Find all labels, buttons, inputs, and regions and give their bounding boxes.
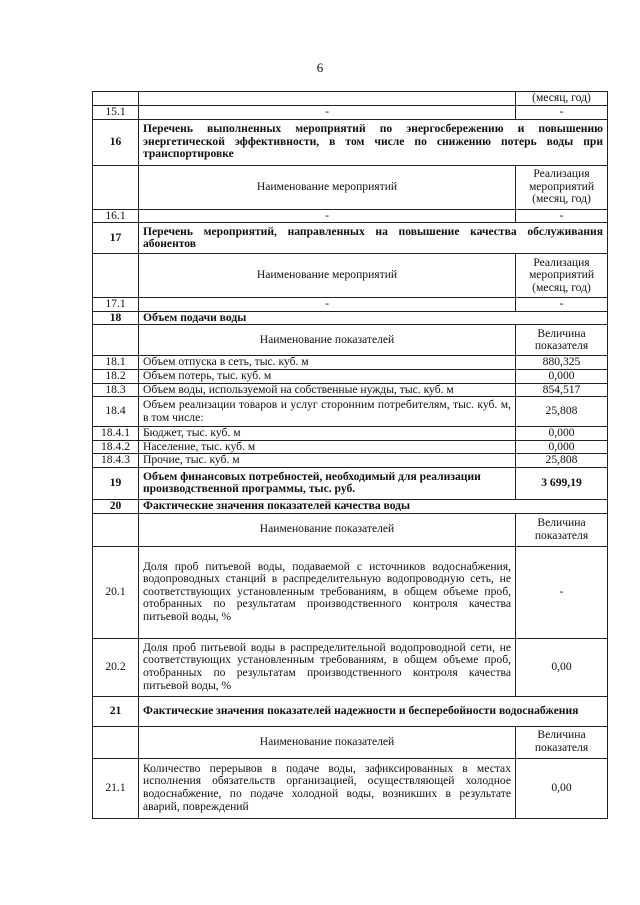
table-row: 18.4 Объем реализации товаров и услуг сторонним потребителям, тыс. куб. м, в том числе: 25,808 (93, 397, 608, 427)
section-row: 20 Фактические значения показателей качества воды (93, 499, 608, 513)
table-row: 15.1 - - (93, 106, 608, 120)
table-row: 16.1 - - (93, 209, 608, 223)
production-program-table (92, 91, 608, 819)
table-row: 18.4.1 Бюджет, тыс. куб. м 0,000 (93, 427, 608, 441)
section-title: Объем подачи воды (139, 311, 608, 325)
table-row: 18.1 Объем отпуска в сеть, тыс. куб. м 880,325 (93, 356, 608, 370)
table-row: 18.2 Объем потерь, тыс. куб. м 0,000 (93, 369, 608, 383)
header-row: Наименование мероприятий Реализация мероприятий (месяц, год) (93, 254, 608, 298)
section-row: 16 Перечень выполненных мероприятий по энергосбережению и повышению энергетической эффективности, в том числе по снижению потерь воды при транспортировке (93, 119, 608, 165)
table-row (93, 92, 608, 106)
value-cell: (месяц, год) (516, 92, 608, 106)
section-title: Фактические значения показателей качества воды (139, 499, 608, 513)
header-row: Наименование показателей Величина показателя (93, 726, 608, 758)
table-row: 18.4.3 Прочие, тыс. куб. м 25,808 (93, 454, 608, 468)
section-row: 21 Фактические значения показателей надежности и бесперебойности водоснабжения (93, 696, 608, 726)
page-number: 6 (316, 60, 324, 75)
section-row: 17 Перечень мероприятий, направленных на повышение качества обслуживания абонентов (93, 223, 608, 254)
table-row: 18.4.2 Население, тыс. куб. м 0,000 (93, 440, 608, 454)
header-row: Наименование показателей Величина показателя (93, 513, 608, 546)
header-row: Наименование показателей Величина показателя (93, 325, 608, 356)
section-row: 19 Объем финансовых потребностей, необходимый для реализации производственной программы, тыс. руб. 3 699,19 (93, 467, 608, 499)
header-row: Наименование мероприятий Реализация мероприятий (месяц, год) (93, 165, 608, 209)
table-row: 18.3 Объем воды, используемой на собственные нужды, тыс. куб. м 854,517 (93, 383, 608, 397)
section-row: 18 Объем подачи воды (93, 311, 608, 325)
table-row: 21.1 Количество перерывов в подаче воды, зафиксированных в местах исполнения обязательств организацией, осуществляющей холодное водоснабжение, по подаче холодной воды, возникших в результате аварий, повреждений 0,00 (93, 758, 608, 818)
section-title: Фактические значения показателей надежности и бесперебойности водоснабжения (139, 696, 608, 726)
table-row: 20.1 Доля проб питьевой воды, подаваемой с источников водоснабжения, водопроводных станций в распределительную водопроводную сеть, не соответствующих установленным требованиям, в общем объеме проб, отобранных по результатам производственного контроля качества питьевой воды, % - (93, 546, 608, 638)
financial-needs-value: 3 699,19 (516, 467, 608, 499)
section-title: Объем финансовых потребностей, необходимый для реализации производственной программы, тыс. руб. (139, 467, 516, 499)
section-title: Перечень мероприятий, направленных на повышение качества обслуживания абонентов (139, 223, 608, 254)
table-row: 20.2 Доля проб питьевой воды в распределительной водопроводной сети, не соответствующих установленным требованиям, в общем объеме проб, отобранных по результатам производственного контроля качества питьевой воды, % 0,00 (93, 638, 608, 696)
section-title: Перечень выполненных мероприятий по энергосбережению и повышению энергетической эффективности, в том числе по снижению потерь воды при транспортировке (139, 119, 608, 165)
table-row: 17.1 - - (93, 298, 608, 312)
